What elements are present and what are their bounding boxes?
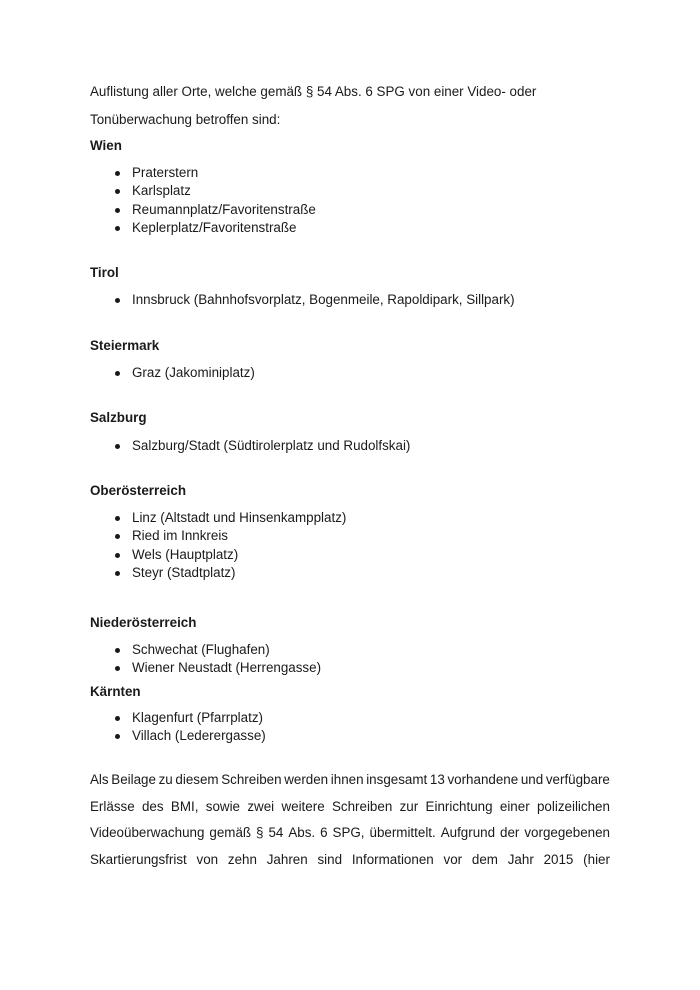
bullet-icon <box>115 553 120 558</box>
list-item: Ried im Innkreis <box>0 527 346 545</box>
list-item: Klagenfurt (Pfarrplatz) <box>0 709 266 727</box>
list-item: Innsbruck (Bahnhofsvorplatz, Bogenmeile, Rapoldipark, Sillpark) <box>0 291 515 309</box>
bullet-icon <box>115 371 120 376</box>
closing-line-1: Als Beilage zu diesem Schreiben werden ihnen insgesamt 13 vorhandene und verfügbare <box>90 772 610 787</box>
closing-line-3: Videoüberwachung gemäß § 54 Abs. 6 SPG, übermittelt. Aufgrund der vorgegebenen <box>90 825 610 841</box>
list-item: Karlsplatz <box>0 182 316 200</box>
bullet-icon <box>115 208 120 213</box>
section-list-niederoesterreich <box>0 641 321 678</box>
list-item: Reumannplatz/Favoritenstraße <box>0 201 316 219</box>
list-item: Wiener Neustadt (Herrengasse) <box>0 659 321 677</box>
closing-line-4: Skartierungsfrist von zehn Jahren sind Informationen vor dem Jahr 2015 (hier <box>90 852 610 868</box>
bullet-icon <box>115 534 120 539</box>
bullet-icon <box>115 666 120 671</box>
list-item: Praterstern <box>0 164 316 182</box>
list-item: Graz (Jakominiplatz) <box>0 364 255 382</box>
section-heading-niederoesterreich: Niederösterreich <box>90 615 197 630</box>
bullet-icon <box>115 734 120 739</box>
list-item: Linz (Altstadt und Hinsenkampplatz) <box>0 509 346 527</box>
section-heading-kaernten: Kärnten <box>90 684 141 699</box>
list-item: Salzburg/Stadt (Südtirolerplatz und Rudolfskai) <box>0 437 410 455</box>
bullet-icon <box>115 571 120 576</box>
bullet-icon <box>115 189 120 194</box>
section-list-oberoesterreich <box>0 509 346 582</box>
closing-line-2: Erlässe des BMI, sowie zwei weitere Schreiben zur Einrichtung einer polizeilichen <box>90 798 610 814</box>
list-item: Steyr (Stadtplatz) <box>0 564 346 582</box>
list-item: Schwechat (Flughafen) <box>0 641 321 659</box>
closing-paragraph <box>90 767 610 874</box>
section-heading-tirol: Tirol <box>90 265 119 280</box>
list-item: Villach (Lederergasse) <box>0 727 266 745</box>
section-heading-salzburg: Salzburg <box>90 410 147 425</box>
list-item: Keplerplatz/Favoritenstraße <box>0 219 316 237</box>
bullet-icon <box>115 648 120 653</box>
section-list-wien <box>0 164 316 237</box>
bullet-icon <box>115 516 120 521</box>
bullet-icon <box>115 171 120 176</box>
section-heading-steiermark: Steiermark <box>90 338 160 353</box>
section-list-kaernten <box>0 709 266 746</box>
intro-line-1: Auflistung aller Orte, welche gemäß § 54 Abs. 6 SPG von einer Video- oder <box>90 84 537 99</box>
list-item: Wels (Hauptplatz) <box>0 546 346 564</box>
bullet-icon <box>115 444 120 449</box>
intro-line-2: Tonüberwachung betroffen sind: <box>90 112 281 127</box>
section-list-salzburg <box>0 437 410 455</box>
bullet-icon <box>115 716 120 721</box>
section-list-tirol <box>0 291 515 309</box>
bullet-icon <box>115 226 120 231</box>
section-heading-oberoesterreich: Oberösterreich <box>90 483 187 498</box>
bullet-icon <box>115 298 120 303</box>
section-heading-wien: Wien <box>90 138 122 153</box>
section-list-steiermark <box>0 364 255 382</box>
